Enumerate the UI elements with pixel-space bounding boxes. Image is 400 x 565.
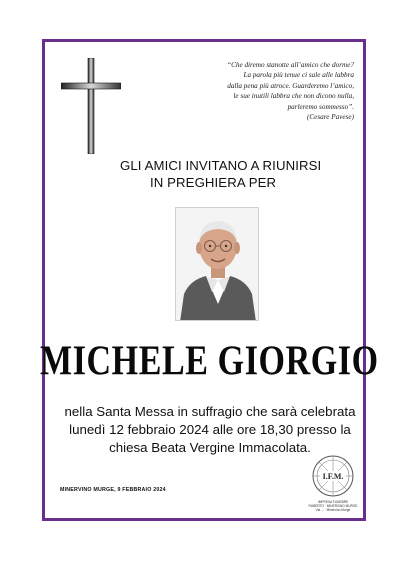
mass-details-line-3: chiesa Beata Vergine Immacolata. [109,440,311,455]
invitation-line-2: IN PREGHIERA PER [150,175,277,190]
portrait-image [176,208,259,321]
quote-line: “Che diremo stanotte all’amico che dorme? [227,61,354,69]
quote-author: (Cesare Pavese) [306,113,354,122]
place-and-date: MINERVINO MURGE, 9 FEBBRAIO 2024 [60,487,166,493]
logo-line: IMPRESA FUNEBRE [317,500,349,504]
deceased-name: MICHELE GIORGIO [40,338,379,385]
svg-text:I.F.M.: I.F.M. [322,472,344,481]
quote-line: parleremo sommesso”. [287,102,354,111]
funeral-home-logo [311,454,355,498]
quote-line: le sue inutili labbra che non dicono nulla, [233,92,354,101]
invitation-line-1: GLI AMICI INVITANO A RIUNIRSI [120,158,322,173]
quote-line: dalla pena più atroce. Guarderemo l’amico, [227,81,354,90]
logo-line: RUBERTO · MINERVINO MURGE [308,504,358,509]
invitation-text [120,157,350,191]
logo-line: Via ... · Minervino Murge [315,508,351,513]
mass-details-line-1: nella Santa Messa in suffragio che sarà celebrata [64,404,356,419]
cross-icon [61,58,121,154]
deceased-portrait [175,207,259,321]
quote-line: La parola più tenue ci sale alle labbra [243,71,354,80]
pavese-quote [184,60,354,122]
funeral-home-info [298,500,368,513]
mass-details [60,403,360,457]
mass-details-line-2: lunedì 12 febbraio 2024 alle ore 18,30 presso la [69,422,351,437]
